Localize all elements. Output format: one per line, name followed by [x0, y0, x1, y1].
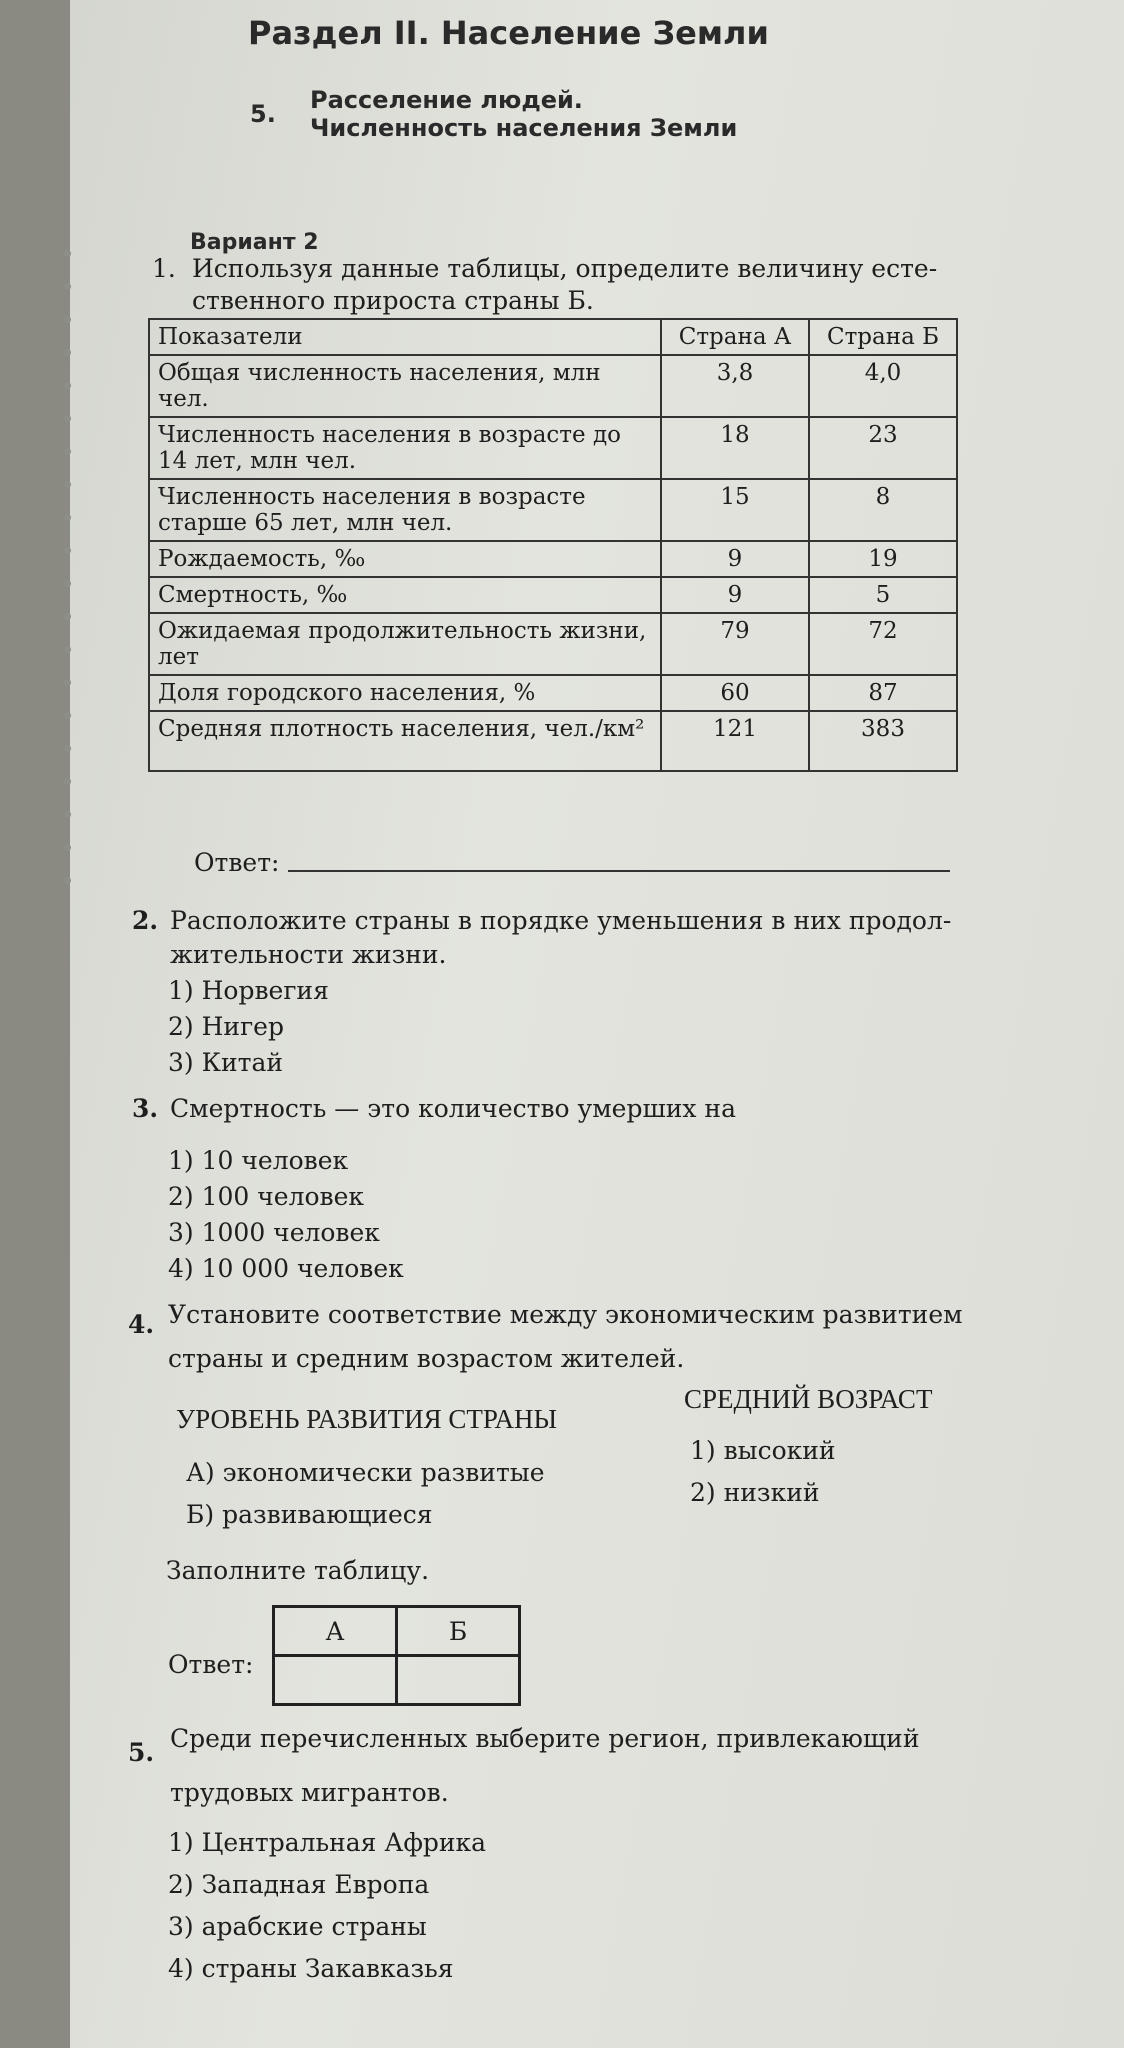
- q1-answer-label: Ответ:: [194, 848, 280, 877]
- q4-left-item: А) экономически развитые: [186, 1458, 545, 1487]
- q2-text-line-2: жительности жизни.: [170, 940, 447, 969]
- topic-line-1: Расселение людей.: [310, 86, 583, 114]
- row-label: Смертность, ‰: [149, 577, 661, 613]
- table-row: [149, 479, 957, 541]
- q4-left-header: УРОВЕНЬ РАЗВИТИЯ СТРАНЫ: [176, 1404, 557, 1434]
- q5-option[interactable]: 4) страны Закавказья: [168, 1954, 454, 1983]
- cell-country-a: 79: [661, 613, 809, 675]
- section-title: Раздел II. Население Земли: [248, 14, 769, 52]
- cell-country-b: 87: [809, 675, 957, 711]
- q4-left-item: Б) развивающиеся: [186, 1500, 433, 1529]
- cell-country-a: 9: [661, 577, 809, 613]
- q5-option[interactable]: 2) Западная Европа: [168, 1870, 430, 1899]
- cell-country-a: 121: [661, 711, 809, 771]
- q4-right-item: 1) высокий: [690, 1436, 836, 1465]
- variant-label: Вариант 2: [190, 230, 319, 255]
- topic-number: 5.: [250, 100, 276, 128]
- answer-cell-a[interactable]: [274, 1656, 397, 1705]
- table-row: [149, 711, 957, 771]
- q4-text-line-2: страны и средним возрастом жителей.: [168, 1344, 685, 1373]
- table-row: [149, 355, 957, 417]
- row-label: Общая численность населения, млн чел.: [149, 355, 661, 417]
- q3-option[interactable]: 2) 100 человек: [168, 1182, 365, 1211]
- q3-option[interactable]: 3) 1000 человек: [168, 1218, 380, 1247]
- q2-option[interactable]: 1) Норвегия: [168, 976, 329, 1005]
- q2-option[interactable]: 3) Китай: [168, 1048, 284, 1077]
- row-label: Рождаемость, ‰: [149, 541, 661, 577]
- q4-answer-label: Ответ:: [168, 1650, 254, 1679]
- q5-option[interactable]: 3) арабские страны: [168, 1912, 427, 1941]
- cell-country-b: 5: [809, 577, 957, 613]
- answer-col-a: А: [274, 1607, 397, 1656]
- q3-number: 3.: [132, 1094, 159, 1123]
- row-label: Средняя плотность населения, чел./км²: [149, 711, 661, 771]
- cell-country-a: 9: [661, 541, 809, 577]
- q4-answer-table: [272, 1605, 521, 1706]
- answer-col-b: Б: [397, 1607, 520, 1656]
- q4-text-line-1: Установите соответствие между экономическим развитием: [168, 1300, 963, 1329]
- cell-country-a: 3,8: [661, 355, 809, 417]
- q2-number: 2.: [132, 906, 159, 935]
- cell-country-b: 8: [809, 479, 957, 541]
- q5-text-line-2: трудовых мигрантов.: [170, 1778, 449, 1807]
- cell-country-a: 18: [661, 417, 809, 479]
- q1-text-line-2: ственного прироста страны Б.: [192, 286, 594, 315]
- header-country-a: Страна А: [661, 319, 809, 355]
- table-row: [149, 417, 957, 479]
- topic-line-2: Численность населения Земли: [310, 114, 738, 142]
- cell-country-b: 4,0: [809, 355, 957, 417]
- cell-country-b: 72: [809, 613, 957, 675]
- q3-text: Смертность — это количество умерших на: [170, 1094, 737, 1123]
- cell-country-b: 23: [809, 417, 957, 479]
- cell-country-b: 383: [809, 711, 957, 771]
- row-label: Численность населения в возрасте старше 65 лет, млн чел.: [149, 479, 661, 541]
- table-row: [149, 577, 957, 613]
- q3-option[interactable]: 1) 10 человек: [168, 1146, 349, 1175]
- table-header-row: [149, 319, 957, 355]
- table-row: [149, 613, 957, 675]
- q2-text-line-1: Расположите страны в порядке уменьшения в них продол-: [170, 906, 952, 935]
- table-row: [149, 675, 957, 711]
- q2-option[interactable]: 2) Нигер: [168, 1012, 284, 1041]
- q5-option[interactable]: 1) Центральная Африка: [168, 1828, 487, 1857]
- q1-number: 1.: [152, 254, 176, 283]
- q4-number: 4.: [128, 1310, 155, 1339]
- header-country-b: Страна Б: [809, 319, 957, 355]
- q4-fill-instruction: Заполните таблицу.: [166, 1556, 430, 1585]
- q5-number: 5.: [128, 1738, 155, 1767]
- header-indicators: Показатели: [149, 319, 661, 355]
- answer-cell-b[interactable]: [397, 1656, 520, 1705]
- q1-data-table: [148, 318, 958, 772]
- row-label: Доля городского населения, %: [149, 675, 661, 711]
- binding-holes: [64, 250, 78, 860]
- cell-country-a: 15: [661, 479, 809, 541]
- q1-text-line-1: Используя данные таблицы, определите величину есте-: [192, 254, 938, 283]
- row-label: Численность населения в возрасте до 14 лет, млн чел.: [149, 417, 661, 479]
- cell-country-a: 60: [661, 675, 809, 711]
- cell-country-b: 19: [809, 541, 957, 577]
- q1-answer-line[interactable]: [288, 870, 950, 872]
- q4-right-header: СРЕДНИЙ ВОЗРАСТ: [684, 1384, 933, 1414]
- q3-option[interactable]: 4) 10 000 человек: [168, 1254, 404, 1283]
- table-row: [149, 541, 957, 577]
- row-label: Ожидаемая продолжительность жизни, лет: [149, 613, 661, 675]
- q5-text-line-1: Среди перечисленных выберите регион, привлекающий: [170, 1724, 920, 1753]
- q4-right-item: 2) низкий: [690, 1478, 820, 1507]
